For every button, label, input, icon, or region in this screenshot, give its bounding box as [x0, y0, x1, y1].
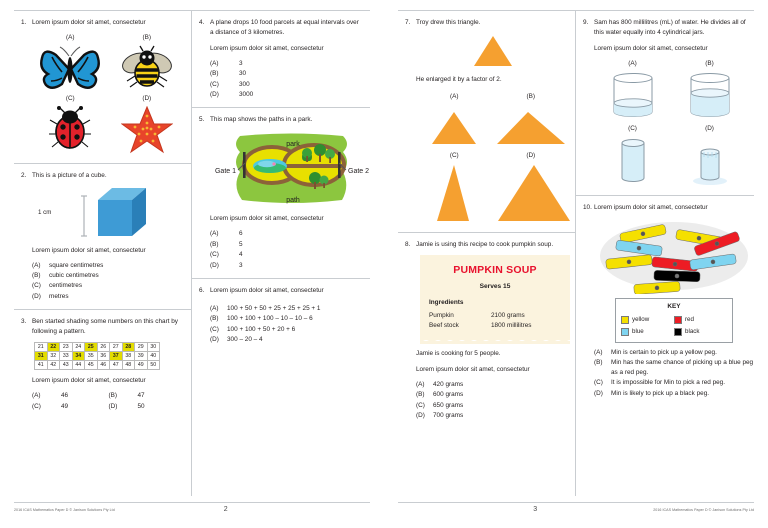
- ingredient-name: Beef stock: [429, 321, 459, 329]
- option-b[interactable]: [32, 271, 185, 281]
- number-cell-30: 30: [147, 343, 160, 352]
- question-8[interactable]: [398, 233, 575, 496]
- number-cell-44: 44: [72, 361, 85, 370]
- option-a[interactable]: [32, 261, 185, 271]
- option-c[interactable]: [416, 401, 572, 411]
- key-legend: [615, 298, 733, 343]
- option-c[interactable]: [210, 80, 364, 90]
- option-label-d: (D): [705, 124, 714, 132]
- question-2-number: 2.: [21, 171, 27, 179]
- option-text-b: cubic centimetres: [49, 272, 99, 280]
- key-item-blue: [621, 327, 674, 337]
- question-6-number: 6.: [199, 286, 205, 294]
- number-cell-48: 48: [122, 361, 135, 370]
- question-9-lorem: Lorem ipsum dolor sit amet, consectetur: [594, 44, 708, 52]
- question-7-option-b[interactable]: [494, 92, 567, 146]
- option-text-a: Min is certain to pick up a yellow peg.: [611, 348, 717, 356]
- option-a[interactable]: [416, 380, 572, 390]
- ingredient-amount: 1800 millilitres: [491, 321, 532, 329]
- question-9-options-row-1: [594, 59, 748, 119]
- option-text-b: 47: [137, 392, 145, 400]
- number-cell-50: 50: [147, 361, 160, 370]
- option-label-c: (C): [628, 124, 637, 132]
- question-10-number: 10.: [583, 203, 592, 211]
- question-1-option-d[interactable]: [110, 94, 183, 154]
- question-4-stem: A plane drops 10 food parcels at equal intervals over a distance of 3 kilometres.: [210, 19, 359, 36]
- option-a[interactable]: [32, 391, 109, 401]
- option-text-a: 100 + 50 + 50 + 25 + 25 + 25 + 1: [227, 304, 321, 312]
- option-label-b: (B): [142, 33, 152, 41]
- triangle-small-icon: [423, 104, 485, 146]
- number-cell-47: 47: [110, 361, 123, 370]
- option-label-d: (D): [416, 411, 425, 419]
- jar-wide-low-fill-icon: [607, 71, 659, 119]
- option-label-a: (A): [628, 59, 637, 67]
- question-5-stem: This map shows the paths in a park.: [210, 116, 313, 124]
- question-10-stem: Lorem ipsum dolor sit amet, consectetur: [594, 203, 708, 211]
- swatch-blue-icon: [621, 328, 629, 336]
- number-cell-23: 23: [60, 343, 73, 352]
- bee-icon: [121, 45, 173, 91]
- option-d[interactable]: [32, 292, 185, 302]
- option-text-c: centimetres: [49, 282, 83, 290]
- option-d[interactable]: [594, 389, 754, 399]
- option-text-a: 6: [239, 230, 243, 238]
- question-3-options: [32, 391, 185, 412]
- number-chart-row: [35, 361, 160, 370]
- number-cell-46: 46: [97, 361, 110, 370]
- number-cell-33: 33: [60, 352, 73, 361]
- number-cell-28: 28: [122, 343, 135, 352]
- map-label-path: path: [286, 197, 300, 205]
- page-number: 2: [223, 506, 228, 513]
- option-c[interactable]: [594, 378, 754, 388]
- number-chart-row: [35, 352, 160, 361]
- option-label-a: (A): [594, 348, 603, 356]
- triangle-narrow-tall-icon: [423, 163, 485, 223]
- page-2-footer: [14, 502, 370, 520]
- number-cell-31: 31: [35, 352, 48, 361]
- question-9-option-b[interactable]: [673, 59, 747, 119]
- option-label-c: (C): [65, 94, 75, 102]
- cube-icon: [80, 186, 158, 240]
- number-cell-40: 40: [147, 352, 160, 361]
- page-3-footer: [398, 502, 754, 520]
- option-c[interactable]: [32, 402, 109, 412]
- option-label-a: (A): [210, 230, 219, 238]
- question-1-options-row-2: [32, 94, 185, 154]
- option-text-d: Min is likely to pick up a black peg.: [611, 389, 710, 397]
- option-label-b: (B): [210, 70, 219, 78]
- question-1-option-b[interactable]: [110, 33, 183, 91]
- park-map-icon: [210, 130, 375, 208]
- key-label-black: black: [685, 328, 700, 336]
- question-3-stem: Ben started shading some numbers on this chart by following a pattern.: [32, 318, 178, 336]
- option-a[interactable]: [210, 59, 364, 69]
- option-text-a: square centimetres: [49, 261, 104, 269]
- pegs-figure: [594, 218, 754, 294]
- option-label-b: (B): [705, 59, 714, 67]
- number-cell-27: 27: [110, 343, 123, 352]
- question-9-options-row-2: [594, 124, 748, 186]
- question-2-stem: This is a picture of a cube.: [32, 171, 107, 179]
- number-cell-21: 21: [35, 343, 48, 352]
- triangle-icon: [472, 34, 514, 68]
- question-6-options: [210, 304, 364, 345]
- option-d[interactable]: [416, 411, 572, 421]
- number-cell-35: 35: [85, 352, 98, 361]
- question-1-options-row-1: [32, 33, 185, 91]
- swatch-black-icon: [674, 328, 682, 336]
- option-text-d: 300 – 20 – 4: [227, 336, 263, 344]
- question-9-number: 9.: [583, 19, 589, 26]
- number-cell-38: 38: [122, 352, 135, 361]
- jar-narrow-full-icon: [611, 136, 655, 186]
- question-7[interactable]: [398, 11, 575, 233]
- option-label-d: (D): [108, 402, 118, 410]
- number-cell-24: 24: [72, 343, 85, 352]
- question-7-option-c[interactable]: [418, 151, 491, 223]
- number-cell-25: 25: [85, 343, 98, 352]
- option-label-c: (C): [210, 80, 219, 88]
- number-cell-29: 29: [135, 343, 148, 352]
- option-b[interactable]: [109, 391, 186, 401]
- map-label-gate2: Gate 2: [348, 168, 370, 176]
- key-label-blue: blue: [632, 328, 644, 336]
- jar-wide-half-fill-icon: [684, 71, 736, 119]
- option-label-a: (A): [449, 92, 459, 100]
- key-item-red: [674, 315, 727, 325]
- question-9-option-c[interactable]: [596, 124, 670, 186]
- option-text-d: 3: [239, 261, 243, 269]
- copyright-text: 2016 ICAS Mathematics Paper D © Janison Solutions Pty Ltd: [14, 507, 115, 512]
- pegs-icon: [594, 218, 754, 294]
- option-label-c: (C): [210, 325, 219, 333]
- option-a[interactable]: [210, 304, 364, 314]
- number-cell-45: 45: [85, 361, 98, 370]
- page-number: 3: [533, 506, 538, 513]
- question-7-option-a[interactable]: [418, 92, 491, 146]
- question-9[interactable]: [576, 11, 754, 196]
- option-label-c: (C): [416, 401, 425, 409]
- triangle-large-icon: [494, 163, 574, 223]
- option-c[interactable]: [210, 250, 375, 260]
- recipe-ingredient-row: [429, 321, 561, 331]
- number-chart-row: [35, 343, 160, 352]
- question-7-figure: [416, 34, 569, 68]
- option-label-d: (D): [594, 389, 603, 397]
- number-cell-32: 32: [47, 352, 60, 361]
- question-3-lorem: Lorem ipsum dolor sit amet, consectetur: [32, 377, 146, 385]
- question-7-number: 7.: [405, 19, 411, 26]
- page-3-column-1: [398, 11, 576, 496]
- option-label-a: (A): [65, 33, 75, 41]
- number-cell-42: 42: [47, 361, 60, 370]
- ingredient-amount: 2100 grams: [491, 312, 525, 320]
- option-text-c: 100 + 100 + 50 + 20 + 6: [227, 325, 296, 333]
- park-map-figure: [210, 130, 375, 208]
- question-10[interactable]: [576, 196, 754, 496]
- question-4[interactable]: [192, 11, 370, 108]
- number-cell-37: 37: [110, 352, 123, 361]
- question-5-lorem: Lorem ipsum dolor sit amet, consectetur: [210, 215, 324, 223]
- butterfly-icon: [38, 45, 102, 91]
- question-1-option-c[interactable]: [34, 94, 107, 154]
- number-cell-41: 41: [35, 361, 48, 370]
- question-4-lorem: Lorem ipsum dolor sit amet, consectetur: [210, 44, 324, 52]
- swatch-yellow-icon: [621, 316, 629, 324]
- ladybird-icon: [47, 106, 93, 150]
- option-label-a: (A): [210, 304, 219, 312]
- option-b[interactable]: [210, 240, 375, 250]
- triangle-wide-icon: [495, 104, 567, 146]
- number-cell-26: 26: [97, 343, 110, 352]
- question-7-option-d[interactable]: [494, 151, 567, 223]
- key-title: KEY: [667, 302, 681, 310]
- recipe-ingredients-heading: Ingredients: [429, 299, 464, 307]
- question-1-stem: Lorem ipsum dolor sit amet, consectetur: [32, 19, 146, 26]
- question-8-lorem: Lorem ipsum dolor sit amet, consectetur: [416, 365, 530, 373]
- option-text-a: 3: [239, 59, 243, 67]
- number-cell-36: 36: [97, 352, 110, 361]
- question-5[interactable]: [192, 108, 370, 279]
- option-text-b: 100 + 100 + 100 – 10 – 10 – 6: [227, 315, 313, 323]
- option-b[interactable]: [210, 314, 364, 324]
- option-label-d: (D): [210, 261, 219, 269]
- question-7-options-row-1: [416, 92, 569, 146]
- starfish-icon: [121, 106, 173, 154]
- option-c[interactable]: [32, 281, 185, 291]
- option-label-d: (D): [210, 336, 219, 344]
- key-label-red: red: [685, 316, 694, 324]
- copyright-text: 2016 ICAS Mathematics Paper D © Janison Solutions Pty Ltd: [653, 507, 754, 512]
- question-1-number: 1.: [21, 19, 27, 26]
- question-7-stem: Troy drew this triangle.: [416, 19, 481, 26]
- option-label-d: (D): [210, 91, 219, 99]
- question-9-option-a[interactable]: [596, 59, 670, 119]
- option-text-c: 49: [61, 402, 69, 410]
- option-label-a: (A): [32, 392, 41, 400]
- option-label-d: (D): [142, 94, 152, 102]
- option-label-a: (A): [416, 380, 425, 388]
- question-5-options: [210, 229, 375, 270]
- question-6-lorem: Lorem ipsum dolor sit amet, consectetur: [210, 286, 324, 294]
- number-cell-39: 39: [135, 352, 148, 361]
- question-8-stem-2: Jamie is cooking for 5 people.: [416, 349, 501, 357]
- number-cell-34: 34: [72, 352, 85, 361]
- question-3[interactable]: [14, 310, 191, 496]
- question-6[interactable]: [192, 279, 370, 496]
- option-text-c: It is impossible for Min to pick a red peg.: [611, 379, 726, 387]
- option-text-d: 50: [137, 402, 145, 410]
- number-cell-43: 43: [60, 361, 73, 370]
- option-label-b: (B): [594, 359, 603, 367]
- option-label-b: (B): [210, 240, 219, 248]
- option-b[interactable]: [416, 390, 572, 400]
- swatch-red-icon: [674, 316, 682, 324]
- option-a[interactable]: [594, 348, 754, 358]
- option-label-b: (B): [416, 391, 425, 399]
- question-9-option-d[interactable]: [673, 124, 747, 186]
- option-text-c: 650 grams: [433, 401, 464, 409]
- option-label-d: (D): [32, 292, 41, 300]
- option-text-c: 4: [239, 251, 243, 259]
- cube-figure: [38, 186, 185, 240]
- option-d[interactable]: [210, 335, 364, 345]
- option-d[interactable]: [210, 261, 375, 271]
- option-label-a: (A): [210, 59, 219, 67]
- option-c[interactable]: [210, 325, 364, 335]
- number-chart: [34, 342, 160, 370]
- option-label-d: (D): [526, 151, 536, 159]
- option-text-b: 600 grams: [433, 391, 464, 399]
- option-text-c: 300: [239, 80, 250, 88]
- question-2-options: [32, 261, 185, 302]
- option-label-c: (C): [210, 251, 219, 259]
- question-8-number: 8.: [405, 240, 411, 248]
- option-text-d: metres: [49, 292, 69, 300]
- page-2-column-2: [192, 11, 370, 496]
- question-10-options: [594, 348, 754, 399]
- option-label-b: (B): [210, 315, 219, 323]
- option-text-b: Min has the same chance of picking up a blue peg as a red peg.: [611, 359, 754, 377]
- option-text-b: 30: [239, 70, 247, 78]
- question-5-number: 5.: [199, 116, 205, 124]
- option-label-b: (B): [32, 272, 41, 280]
- option-text-a: 46: [61, 392, 69, 400]
- page-3: [384, 0, 768, 528]
- number-cell-49: 49: [135, 361, 148, 370]
- recipe-card: [420, 255, 570, 340]
- question-2[interactable]: [14, 164, 191, 311]
- option-text-d: 3000: [239, 91, 254, 99]
- question-7-stem-2: He enlarged it by a factor of 2.: [416, 75, 502, 83]
- question-3-number: 3.: [21, 318, 27, 326]
- option-d[interactable]: [109, 402, 186, 412]
- question-4-options: [210, 59, 364, 100]
- map-label-gate1: Gate 1: [214, 168, 236, 176]
- option-b[interactable]: [594, 358, 754, 378]
- number-cell-22: 22: [47, 343, 60, 352]
- option-label-c: (C): [594, 379, 603, 387]
- option-b[interactable]: [210, 69, 364, 79]
- page-2-column-1: [14, 11, 192, 496]
- option-text-a: 420 grams: [433, 380, 464, 388]
- recipe-serves: Serves 15: [479, 282, 511, 290]
- option-label-c: (C): [449, 151, 459, 159]
- option-text-b: 5: [239, 240, 243, 248]
- option-label-b: (B): [108, 392, 118, 400]
- question-2-lorem: Lorem ipsum dolor sit amet, consectetur: [32, 246, 146, 254]
- pond-icon: [253, 159, 287, 173]
- key-label-yellow: yellow: [632, 316, 650, 324]
- question-4-number: 4.: [199, 19, 205, 26]
- key-item-black: [674, 327, 727, 337]
- option-label-b: (B): [526, 92, 536, 100]
- question-8-stem: Jamie is using this recipe to cook pumpkin soup.: [416, 240, 554, 248]
- question-1[interactable]: [14, 11, 191, 164]
- map-label-park: park: [286, 141, 300, 149]
- jar-small-overflow-icon: [688, 136, 732, 186]
- option-label-a: (A): [32, 261, 41, 269]
- page-3-column-2: [576, 11, 754, 496]
- question-7-options-row-2: [416, 151, 569, 223]
- question-9-stem: Sam has 800 millilitres (mL) of water. He divides all of this water equally into 4 cylindrical jars.: [594, 19, 746, 36]
- option-d[interactable]: [210, 90, 364, 100]
- option-text-d: 700 grams: [433, 411, 464, 419]
- recipe-ingredient-row: [429, 311, 561, 321]
- option-a[interactable]: [210, 229, 375, 239]
- option-label-c: (C): [32, 282, 41, 290]
- option-label-c: (C): [32, 402, 41, 410]
- question-1-option-a[interactable]: [34, 33, 107, 91]
- key-item-yellow: [621, 315, 674, 325]
- cube-measure-label: 1 cm: [38, 208, 52, 216]
- question-8-options: [416, 380, 572, 421]
- recipe-title: PUMPKIN SOUP: [453, 263, 537, 276]
- ingredient-name: Pumpkin: [429, 312, 454, 320]
